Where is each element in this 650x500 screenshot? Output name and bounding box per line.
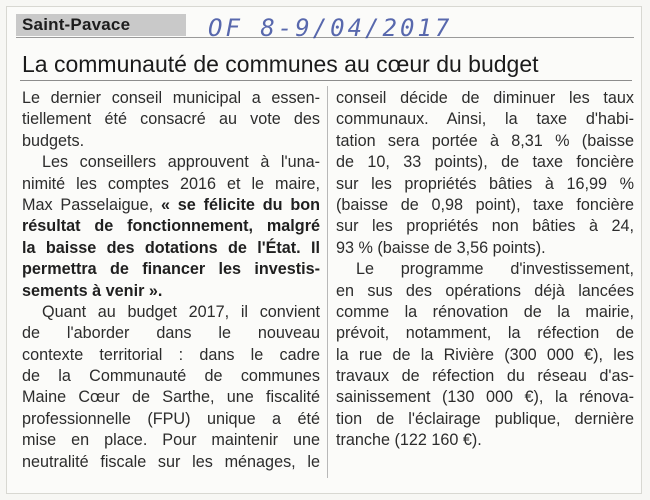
text-line: sur les propriétés non bâties à 24, — [336, 217, 634, 236]
text-line: conseil décide de diminuer les taux — [336, 89, 634, 107]
text-line: en sus des opérations déjà lancées — [336, 281, 634, 300]
text-line: de 10, 33 points), de taxe foncière — [336, 153, 634, 172]
text-line: communaux. Ainsi, la taxe d'habi- — [336, 110, 634, 129]
text-line: tiellement été consacré au vote des — [22, 110, 320, 129]
text-line: Quant au budget 2017, il convient — [42, 302, 320, 321]
article-headline: La communauté de communes au cœur du budget — [22, 51, 539, 77]
section-label: Saint-Pavace — [22, 15, 131, 34]
text-line: la rue de la Rivière (300 000 €), les — [336, 345, 634, 364]
text-line: mise en place. Pour maintenir une — [22, 431, 320, 450]
text-line: nimité les comptes 2016 et le maire, — [22, 174, 320, 193]
article-column-left — [22, 88, 320, 473]
headline-rule — [20, 80, 632, 81]
text-line: sur les propriétés bâties à 16,99 % — [336, 174, 634, 193]
quote-segment: « se félicite du bon — [160, 195, 320, 214]
handwritten-date-note: OF 8-9/04/2017 — [208, 14, 453, 42]
text-line: professionnelle (FPU) unique a été — [22, 409, 320, 428]
text-line: (baisse de 0,98 point), taxe foncière — [336, 195, 634, 214]
text-line: Le dernier conseil municipal a essen- — [22, 89, 320, 107]
text-line: de l'aborder dans le nouveau — [22, 324, 320, 343]
text-line: Maine Cœur de Sarthe, une fiscalité — [22, 388, 320, 407]
text-line: comme la rénovation de la mairie, — [336, 302, 634, 321]
text-line-mixed — [22, 195, 320, 216]
quote-line: résultat de fonctionnement, malgré — [22, 217, 320, 236]
quote-line: la baisse des dotations de l'État. Il — [22, 238, 320, 257]
text-line: travaux de réfection du réseau d'as- — [336, 367, 634, 386]
text-line: de la Communauté de communes — [22, 367, 320, 386]
text-line: tion de l'éclairage publique, dernière — [336, 409, 634, 428]
text-line: neutralité fiscale sur les ménages, le — [22, 452, 320, 471]
text-line: tation sera portée à 8,31 % (baisse — [336, 131, 634, 150]
text-segment: Max Passelaigue, — [22, 195, 161, 214]
text-line: Les conseillers approuvent à l'una- — [42, 153, 320, 172]
text-line: tranche (122 160 €). — [336, 431, 482, 450]
article-column-right — [336, 88, 634, 452]
text-line: Le programme d'investissement, — [356, 260, 634, 279]
text-line: budgets. — [22, 131, 85, 150]
quote-line: permettra de financer les investis- — [22, 260, 320, 279]
text-line: prévoit, notamment, la réfection de — [336, 324, 634, 343]
column-divider — [327, 86, 328, 478]
text-line: contexte territorial : dans le cadre — [22, 345, 320, 364]
text-line: sainissement (130 000 €), la rénova- — [336, 388, 634, 407]
text-line: 93 % (baisse de 3,56 points). — [336, 238, 546, 257]
quote-line: sements à venir ». — [22, 281, 163, 300]
